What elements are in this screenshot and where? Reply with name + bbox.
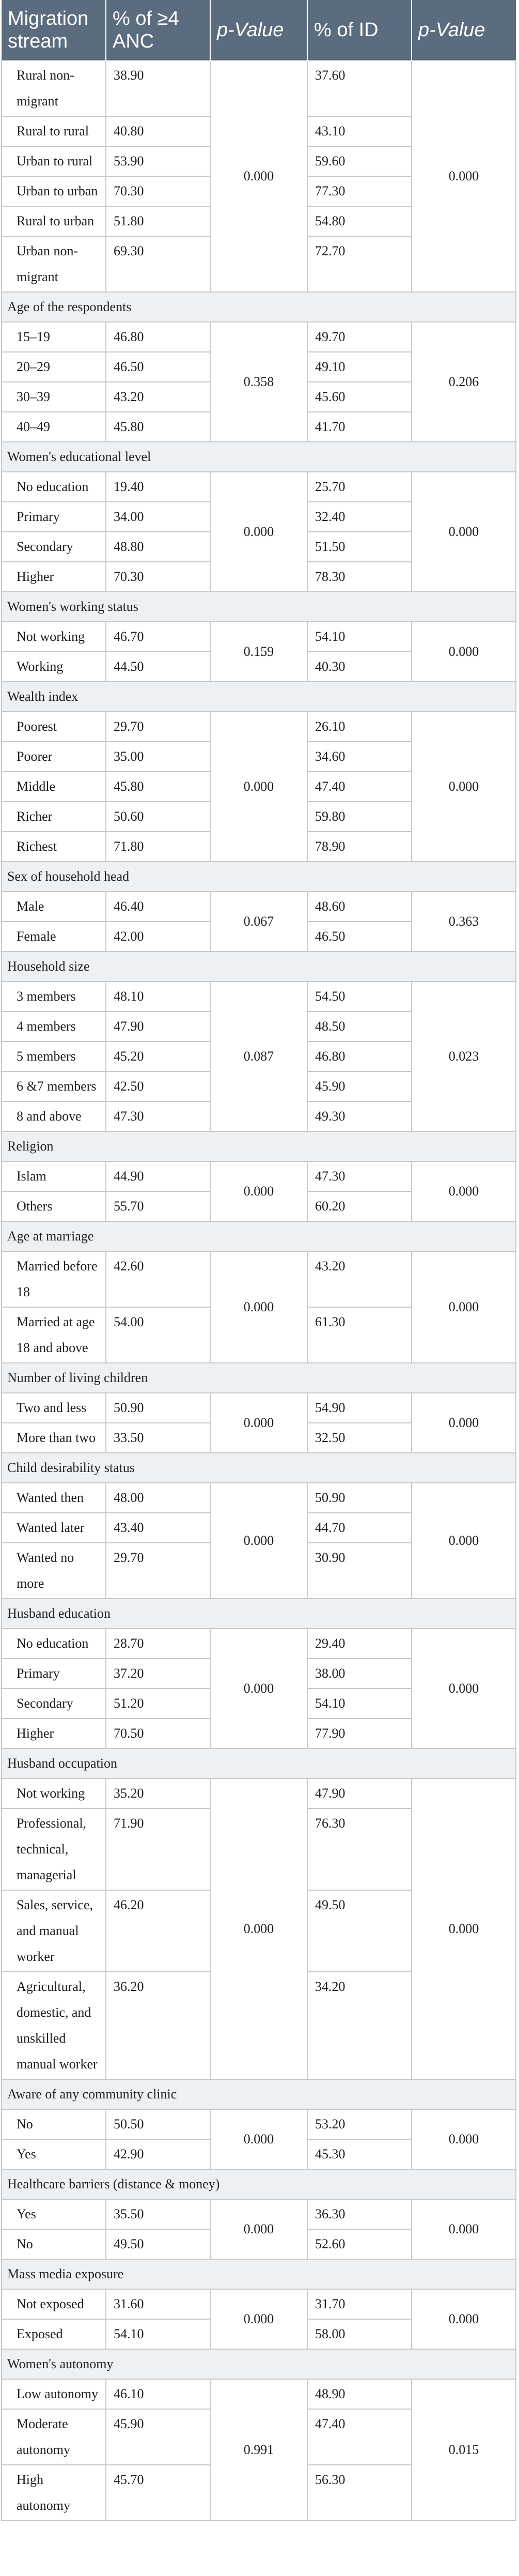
section-title: Husband education: [2, 1599, 516, 1629]
table-header: [2, 0, 516, 60]
table-row: [2, 982, 516, 1011]
section-header-row: [2, 2259, 516, 2289]
id-percent-cell: 60.20: [307, 1191, 412, 1221]
section-title: Number of living children: [2, 1363, 516, 1393]
table-row: [2, 1161, 516, 1191]
anc-percent-cell: 35.20: [106, 1778, 210, 1808]
id-percent-cell: 48.60: [307, 892, 412, 922]
id-percent-cell: 44.70: [307, 1513, 412, 1543]
section-header-row: [2, 592, 516, 622]
id-percent-cell: 50.90: [307, 1483, 412, 1513]
id-percent-cell: 26.10: [307, 712, 412, 742]
row-label: Rural to rural: [2, 116, 106, 146]
row-label: Higher: [2, 1719, 106, 1749]
p-value-anc-cell: 0.000: [210, 1393, 307, 1453]
anc-percent-cell: 70.30: [106, 562, 210, 592]
row-label: 5 members: [2, 1041, 106, 1071]
row-label: Islam: [2, 1161, 106, 1191]
section-header-row: [2, 2169, 516, 2199]
anc-percent-cell: 42.00: [106, 922, 210, 952]
id-percent-cell: 49.50: [307, 1890, 412, 1972]
anc-percent-cell: 46.10: [106, 2379, 210, 2409]
p-value-id-cell: 0.363: [412, 892, 516, 952]
id-percent-cell: 47.40: [307, 2409, 412, 2465]
row-label: Female: [2, 922, 106, 952]
section-header-row: [2, 952, 516, 982]
row-label: Two and less: [2, 1393, 106, 1423]
header-p-value-anc: p-Value: [210, 0, 307, 60]
id-percent-cell: 48.90: [307, 2379, 412, 2409]
id-percent-cell: 47.30: [307, 1161, 412, 1191]
row-label: Higher: [2, 562, 106, 592]
row-label: Working: [2, 652, 106, 682]
anc-percent-cell: 69.30: [106, 236, 210, 292]
row-label: Yes: [2, 2199, 106, 2229]
anc-percent-cell: 50.50: [106, 2109, 210, 2139]
table-row: [2, 1393, 516, 1423]
section-header-row: [2, 2349, 516, 2379]
anc-percent-cell: 49.50: [106, 2229, 210, 2259]
id-percent-cell: 78.90: [307, 832, 412, 862]
section-header-row: [2, 1453, 516, 1483]
id-percent-cell: 46.50: [307, 922, 412, 952]
row-label: Secondary: [2, 1689, 106, 1719]
id-percent-cell: 59.60: [307, 146, 412, 176]
anc-percent-cell: 42.50: [106, 1071, 210, 1101]
p-value-id-cell: 0.000: [412, 1393, 516, 1453]
id-percent-cell: 43.20: [307, 1251, 412, 1307]
p-value-anc-cell: 0.000: [210, 1629, 307, 1749]
row-label: High autonomy: [2, 2465, 106, 2521]
table-row: [2, 2199, 516, 2229]
header-anc-percent: % of ≥4 ANC: [106, 0, 210, 60]
row-label: Exposed: [2, 2319, 106, 2349]
anc-percent-cell: 51.20: [106, 1689, 210, 1719]
anc-percent-cell: 29.70: [106, 712, 210, 742]
table-row: [2, 2379, 516, 2409]
row-label: 20–29: [2, 352, 106, 382]
p-value-id-cell: 0.023: [412, 982, 516, 1131]
section-header-row: [2, 862, 516, 892]
row-label: 30–39: [2, 382, 106, 412]
row-label: Professional, technical, managerial: [2, 1808, 106, 1890]
anc-percent-cell: 53.90: [106, 146, 210, 176]
section-title: Husband occupation: [2, 1749, 516, 1778]
id-percent-cell: 54.10: [307, 622, 412, 652]
p-value-anc-cell: 0.000: [210, 2289, 307, 2349]
id-percent-cell: 43.10: [307, 116, 412, 146]
row-label: Not working: [2, 1778, 106, 1808]
row-label: No education: [2, 472, 106, 502]
id-percent-cell: 78.30: [307, 562, 412, 592]
id-percent-cell: 72.70: [307, 236, 412, 292]
anc-percent-cell: 47.30: [106, 1101, 210, 1131]
anc-percent-cell: 70.30: [106, 176, 210, 206]
id-percent-cell: 46.80: [307, 1041, 412, 1071]
row-label: Urban to rural: [2, 146, 106, 176]
row-label: Yes: [2, 2139, 106, 2169]
section-title: Healthcare barriers (distance & money): [2, 2169, 516, 2199]
p-value-anc-cell: 0.000: [210, 1161, 307, 1221]
section-header-row: [2, 1131, 516, 1161]
row-label: Richest: [2, 832, 106, 862]
anc-percent-cell: 71.90: [106, 1808, 210, 1890]
anc-percent-cell: 48.00: [106, 1483, 210, 1513]
row-label: Poorer: [2, 742, 106, 772]
anc-percent-cell: 44.50: [106, 652, 210, 682]
id-percent-cell: 51.50: [307, 532, 412, 562]
section-header-row: [2, 1749, 516, 1778]
anc-percent-cell: 51.80: [106, 206, 210, 236]
id-percent-cell: 25.70: [307, 472, 412, 502]
anc-percent-cell: 19.40: [106, 472, 210, 502]
id-percent-cell: 47.90: [307, 1778, 412, 1808]
id-percent-cell: 34.20: [307, 1972, 412, 2079]
anc-percent-cell: 35.00: [106, 742, 210, 772]
anc-percent-cell: 50.90: [106, 1393, 210, 1423]
table-row: [2, 892, 516, 922]
anc-percent-cell: 55.70: [106, 1191, 210, 1221]
section-title: Women's educational level: [2, 442, 516, 472]
anc-percent-cell: 28.70: [106, 1629, 210, 1659]
p-value-id-cell: 0.000: [412, 1483, 516, 1599]
id-percent-cell: 29.40: [307, 1629, 412, 1659]
id-percent-cell: 41.70: [307, 412, 412, 442]
anc-percent-cell: 42.90: [106, 2139, 210, 2169]
anc-percent-cell: 45.80: [106, 412, 210, 442]
id-percent-cell: 56.30: [307, 2465, 412, 2521]
p-value-id-cell: 0.000: [412, 2199, 516, 2259]
p-value-anc-cell: 0.159: [210, 622, 307, 682]
id-percent-cell: 38.00: [307, 1659, 412, 1689]
anc-percent-cell: 46.70: [106, 622, 210, 652]
row-label: Urban non-migrant: [2, 236, 106, 292]
id-percent-cell: 37.60: [307, 60, 412, 116]
anc-percent-cell: 46.20: [106, 1890, 210, 1972]
anc-percent-cell: 54.00: [106, 1307, 210, 1363]
id-percent-cell: 54.10: [307, 1689, 412, 1719]
section-header-row: [2, 682, 516, 712]
id-percent-cell: 54.50: [307, 982, 412, 1011]
section-title: Mass media exposure: [2, 2259, 516, 2289]
p-value-id-cell: 0.000: [412, 1778, 516, 2079]
anc-percent-cell: 31.60: [106, 2289, 210, 2319]
section-title: Women's working status: [2, 592, 516, 622]
table-row: [2, 1251, 516, 1307]
row-label: Primary: [2, 1659, 106, 1689]
row-label: Moderate autonomy: [2, 2409, 106, 2465]
p-value-anc-cell: 0.991: [210, 2379, 307, 2521]
p-value-anc-cell: 0.000: [210, 1251, 307, 1363]
section-header-row: [2, 2079, 516, 2109]
section-title: Religion: [2, 1131, 516, 1161]
id-percent-cell: 59.80: [307, 802, 412, 832]
table-body: [2, 60, 516, 2521]
row-label: Urban to urban: [2, 176, 106, 206]
table-row: [2, 60, 516, 116]
p-value-id-cell: 0.000: [412, 60, 516, 292]
p-value-id-cell: 0.000: [412, 622, 516, 682]
id-percent-cell: 36.30: [307, 2199, 412, 2229]
row-label: Richer: [2, 802, 106, 832]
row-label: Agricultural, domestic, and unskilled manual worker: [2, 1972, 106, 2079]
p-value-id-cell: 0.000: [412, 1629, 516, 1749]
p-value-anc-cell: 0.000: [210, 2109, 307, 2169]
p-value-id-cell: 0.000: [412, 1161, 516, 1221]
anc-percent-cell: 46.50: [106, 352, 210, 382]
anc-percent-cell: 50.60: [106, 802, 210, 832]
p-value-anc-cell: 0.358: [210, 322, 307, 442]
id-percent-cell: 52.60: [307, 2229, 412, 2259]
anc-percent-cell: 48.10: [106, 982, 210, 1011]
id-percent-cell: 32.50: [307, 1423, 412, 1453]
id-percent-cell: 61.30: [307, 1307, 412, 1363]
p-value-id-cell: 0.000: [412, 1251, 516, 1363]
p-value-anc-cell: 0.000: [210, 2199, 307, 2259]
p-value-anc-cell: 0.067: [210, 892, 307, 952]
row-label: Low autonomy: [2, 2379, 106, 2409]
id-percent-cell: 45.60: [307, 382, 412, 412]
id-percent-cell: 53.20: [307, 2109, 412, 2139]
p-value-id-cell: 0.000: [412, 2109, 516, 2169]
id-percent-cell: 47.40: [307, 772, 412, 802]
row-label: No: [2, 2229, 106, 2259]
row-label: Married at age 18 and above: [2, 1307, 106, 1363]
id-percent-cell: 45.30: [307, 2139, 412, 2169]
p-value-id-cell: 0.000: [412, 472, 516, 592]
id-percent-cell: 32.40: [307, 502, 412, 532]
anc-percent-cell: 40.80: [106, 116, 210, 146]
anc-percent-cell: 44.90: [106, 1161, 210, 1191]
row-label: Married before 18: [2, 1251, 106, 1307]
row-label: 3 members: [2, 982, 106, 1011]
p-value-id-cell: 0.000: [412, 712, 516, 862]
row-label: 8 and above: [2, 1101, 106, 1131]
id-percent-cell: 49.10: [307, 352, 412, 382]
section-title: Women's autonomy: [2, 2349, 516, 2379]
row-label: Primary: [2, 502, 106, 532]
id-percent-cell: 48.50: [307, 1011, 412, 1041]
row-label: Secondary: [2, 532, 106, 562]
anc-percent-cell: 29.70: [106, 1543, 210, 1599]
p-value-anc-cell: 0.000: [210, 1778, 307, 2079]
p-value-anc-cell: 0.000: [210, 60, 307, 292]
p-value-id-cell: 0.206: [412, 322, 516, 442]
section-title: Aware of any community clinic: [2, 2079, 516, 2109]
id-percent-cell: 30.90: [307, 1543, 412, 1599]
id-percent-cell: 45.90: [307, 1071, 412, 1101]
anc-percent-cell: 45.90: [106, 2409, 210, 2465]
row-label: No: [2, 2109, 106, 2139]
row-label: Poorest: [2, 712, 106, 742]
section-header-row: [2, 1221, 516, 1251]
id-percent-cell: 77.30: [307, 176, 412, 206]
row-label: Wanted then: [2, 1483, 106, 1513]
section-header-row: [2, 442, 516, 472]
id-percent-cell: 49.70: [307, 322, 412, 352]
row-label: Sales, service, and manual worker: [2, 1890, 106, 1972]
section-title: Age at marriage: [2, 1221, 516, 1251]
id-percent-cell: 54.90: [307, 1393, 412, 1423]
p-value-id-cell: 0.015: [412, 2379, 516, 2521]
anc-percent-cell: 71.80: [106, 832, 210, 862]
table-row: [2, 472, 516, 502]
section-title: Household size: [2, 952, 516, 982]
anc-percent-cell: 36.20: [106, 1972, 210, 2079]
id-percent-cell: 49.30: [307, 1101, 412, 1131]
p-value-anc-cell: 0.087: [210, 982, 307, 1131]
header-p-value-id: p-Value: [412, 0, 516, 60]
table-row: [2, 322, 516, 352]
anc-percent-cell: 45.20: [106, 1041, 210, 1071]
row-label: Not working: [2, 622, 106, 652]
row-label: 40–49: [2, 412, 106, 442]
section-title: Sex of household head: [2, 862, 516, 892]
section-title: Age of the respondents: [2, 292, 516, 322]
id-percent-cell: 77.90: [307, 1719, 412, 1749]
anc-percent-cell: 38.90: [106, 60, 210, 116]
id-percent-cell: 40.30: [307, 652, 412, 682]
anc-percent-cell: 42.60: [106, 1251, 210, 1307]
row-label: More than two: [2, 1423, 106, 1453]
row-label: Middle: [2, 772, 106, 802]
section-header-row: [2, 292, 516, 322]
table-row: [2, 1629, 516, 1659]
table-row: [2, 2289, 516, 2319]
table-row: [2, 1778, 516, 1808]
header-id-percent: % of ID: [307, 0, 412, 60]
anc-percent-cell: 43.40: [106, 1513, 210, 1543]
row-label: Male: [2, 892, 106, 922]
table-row: [2, 1483, 516, 1513]
row-label: Wanted later: [2, 1513, 106, 1543]
section-header-row: [2, 1363, 516, 1393]
header-migration-stream: Migration stream: [2, 0, 106, 60]
anc-percent-cell: 46.80: [106, 322, 210, 352]
anc-percent-cell: 70.50: [106, 1719, 210, 1749]
row-label: Rural non-migrant: [2, 60, 106, 116]
anc-percent-cell: 33.50: [106, 1423, 210, 1453]
anc-percent-cell: 54.10: [106, 2319, 210, 2349]
p-value-anc-cell: 0.000: [210, 472, 307, 592]
id-percent-cell: 34.60: [307, 742, 412, 772]
row-label: 15–19: [2, 322, 106, 352]
section-title: Child desirability status: [2, 1453, 516, 1483]
anc-percent-cell: 34.00: [106, 502, 210, 532]
table-row: [2, 622, 516, 652]
row-label: Rural to urban: [2, 206, 106, 236]
anc-percent-cell: 48.80: [106, 532, 210, 562]
section-title: Wealth index: [2, 682, 516, 712]
table-row: [2, 712, 516, 742]
anc-percent-cell: 45.80: [106, 772, 210, 802]
row-label: No education: [2, 1629, 106, 1659]
migration-table: [1, 0, 516, 2521]
row-label: 4 members: [2, 1011, 106, 1041]
p-value-anc-cell: 0.000: [210, 712, 307, 862]
anc-percent-cell: 35.50: [106, 2199, 210, 2229]
p-value-id-cell: 0.000: [412, 2289, 516, 2349]
anc-percent-cell: 45.70: [106, 2465, 210, 2521]
anc-percent-cell: 47.90: [106, 1011, 210, 1041]
anc-percent-cell: 46.40: [106, 892, 210, 922]
row-label: Wanted no more: [2, 1543, 106, 1599]
id-percent-cell: 54.80: [307, 206, 412, 236]
section-header-row: [2, 1599, 516, 1629]
row-label: Not exposed: [2, 2289, 106, 2319]
id-percent-cell: 58.00: [307, 2319, 412, 2349]
anc-percent-cell: 43.20: [106, 382, 210, 412]
p-value-anc-cell: 0.000: [210, 1483, 307, 1599]
anc-percent-cell: 37.20: [106, 1659, 210, 1689]
id-percent-cell: 76.30: [307, 1808, 412, 1890]
id-percent-cell: 31.70: [307, 2289, 412, 2319]
table-row: [2, 2109, 516, 2139]
row-label: 6 &7 members: [2, 1071, 106, 1101]
row-label: Others: [2, 1191, 106, 1221]
